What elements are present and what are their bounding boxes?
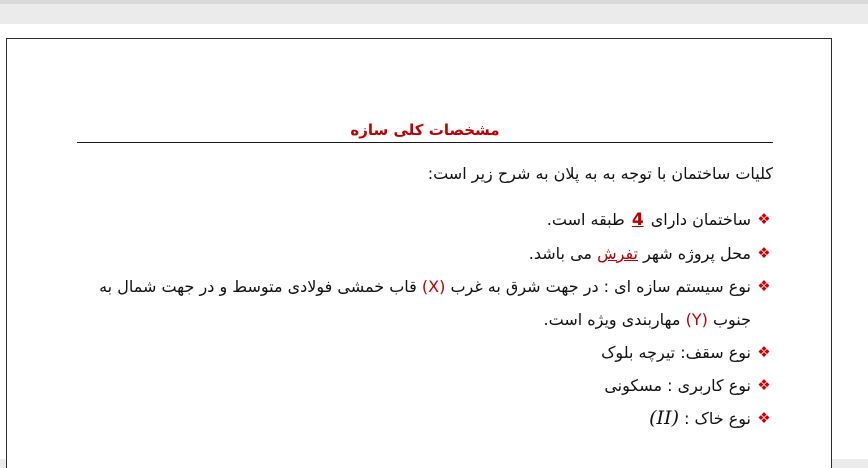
system-text-part2: قاب خمشی فولادی متوسط و در جهت شمال به جنوب — [99, 277, 751, 329]
system-text-part3: مهاربندی ویژه است. — [543, 310, 681, 329]
soil-type-value: (II) — [649, 407, 679, 429]
floor-count: 4 — [631, 210, 644, 230]
document-frame — [6, 38, 832, 468]
diamond-bullet-icon: ❖ — [757, 343, 771, 361]
floors-text-after: طبقه است. — [546, 210, 625, 229]
soil-label: نوع خاک : — [684, 409, 751, 428]
list-item-floors — [77, 203, 773, 237]
diamond-bullet-icon: ❖ — [757, 277, 771, 295]
usage-text: نوع کاربری : مسکونی — [604, 376, 751, 395]
direction-x-label: (X) — [421, 277, 446, 296]
direction-y-label: (Y) — [685, 310, 708, 329]
spec-list — [77, 203, 773, 435]
diamond-bullet-icon: ❖ — [757, 376, 771, 394]
location-text-after: می باشد. — [528, 244, 592, 263]
diamond-bullet-icon: ❖ — [757, 244, 771, 262]
city-name: تفرش — [597, 244, 638, 263]
list-item-usage — [77, 369, 773, 402]
location-text-before: محل پروژه شهر — [643, 244, 751, 263]
list-item-roof — [77, 336, 773, 369]
intro-paragraph: کلیات ساختمان با توجه به به پلان به شرح زیر است: — [427, 164, 773, 183]
title-divider — [77, 142, 773, 143]
list-item-structural-system — [77, 270, 773, 336]
system-text-part1: نوع سیستم سازه ای : در جهت شرق به غرب — [450, 277, 751, 296]
roof-text: نوع سقف: تیرچه بلوک — [601, 343, 751, 362]
list-item-soil — [77, 402, 773, 435]
diamond-bullet-icon: ❖ — [757, 210, 771, 228]
section-title: مشخصات کلی سازه — [350, 121, 500, 139]
top-strip — [0, 0, 868, 4]
diamond-bullet-icon: ❖ — [757, 409, 771, 427]
floors-text-before: ساختمان دارای — [650, 210, 751, 229]
list-item-location — [77, 237, 773, 270]
